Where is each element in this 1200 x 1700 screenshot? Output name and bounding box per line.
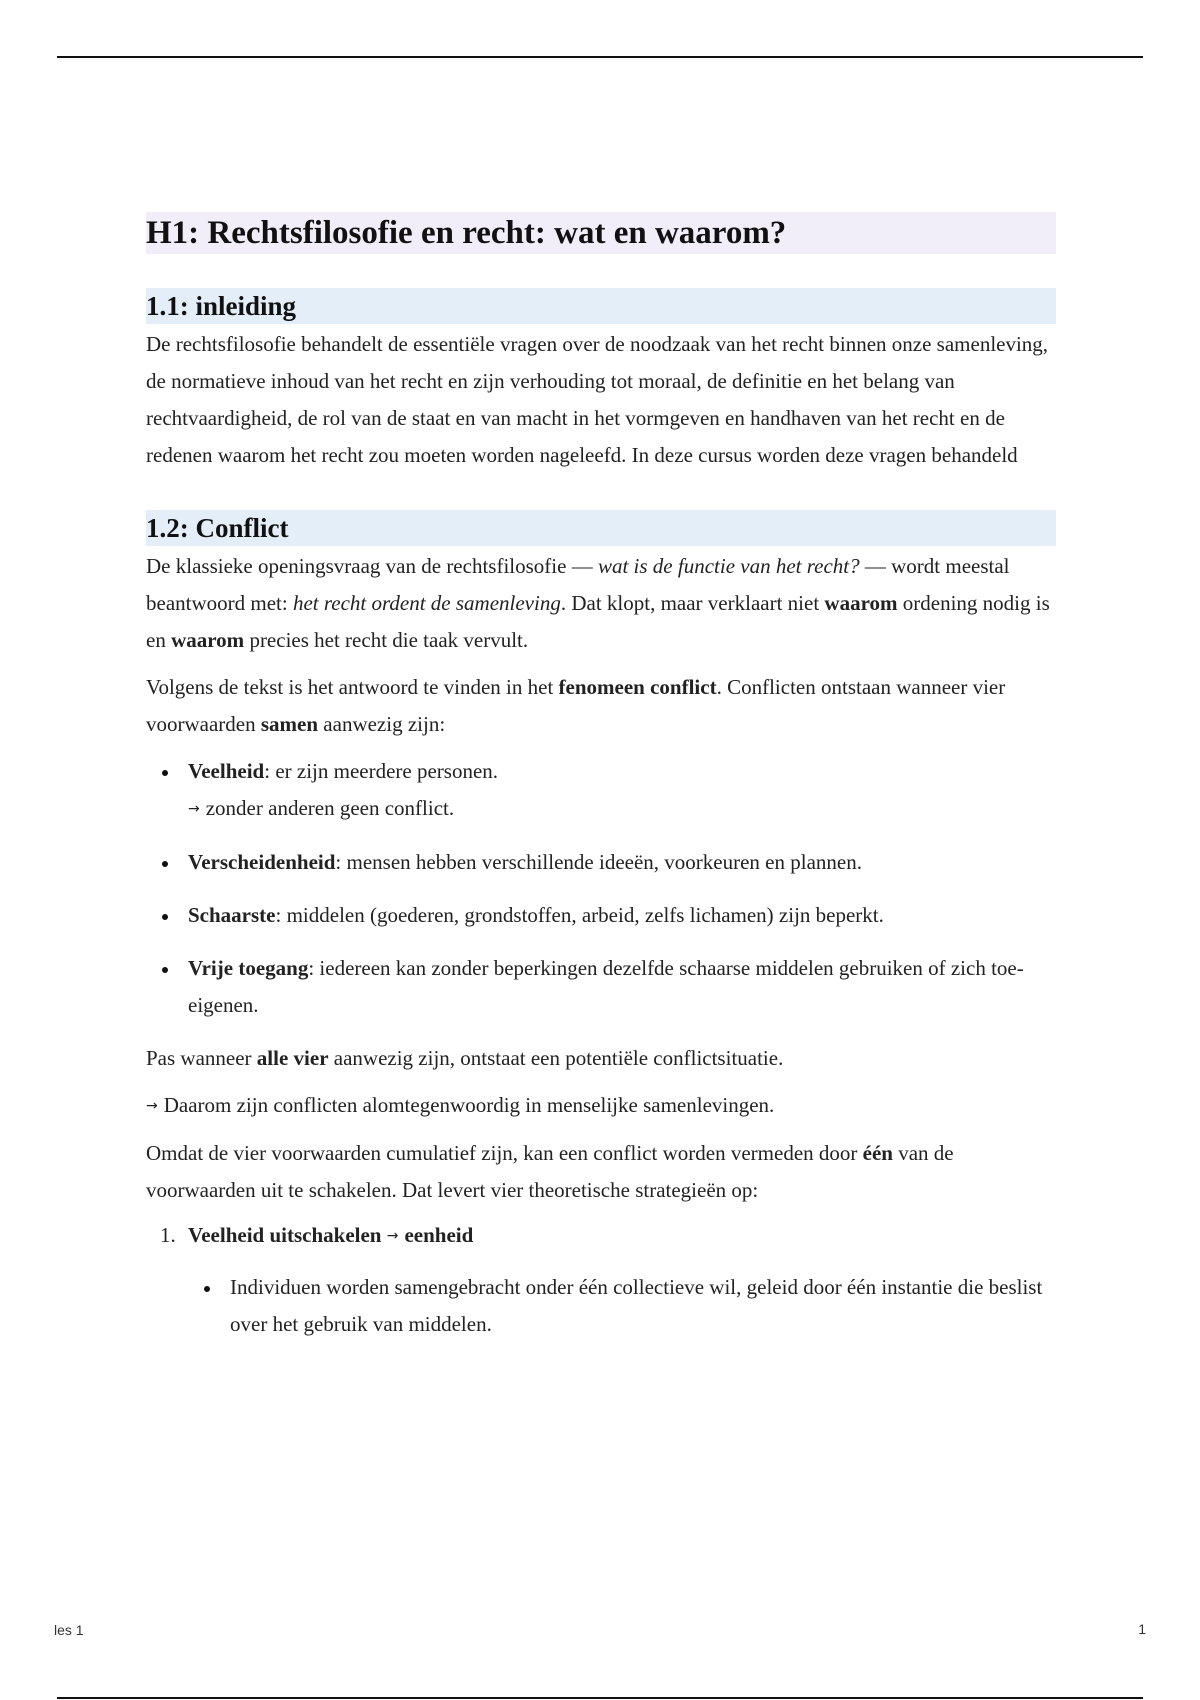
bullet-icon — [162, 861, 168, 867]
arrow-right-icon: → — [146, 1098, 158, 1114]
arrow-right-icon: → — [386, 1228, 399, 1244]
intro-paragraph: De rechtsfilosofie behandelt de essentiële vragen over de noodzaak van het recht binnen onze samenleving, de normatieve inhoud van het recht en zijn verhouding tot moraal, de definitie en het belang van rechtvaardigheid, de rol van de staat en van macht in het vormgeven en handhaven van het recht en de redenen waarom het recht zou moeten worden nageleefd. In deze cursus worden deze vragen behandeld — [146, 332, 1049, 467]
list-item: Individuen worden samengebracht onder één collectieve wil, geleid door één instantie die beslist over het gebruik van middelen. — [188, 1269, 1056, 1343]
page-title: H1: Rechtsfilosofie en recht: wat en waarom? — [146, 212, 1056, 254]
list-item: Verscheidenheid: mensen hebben verschillende ideeën, voorkeuren en plannen. — [146, 844, 1056, 881]
arrow-right-icon: → — [188, 801, 200, 817]
bullet-icon — [162, 914, 168, 920]
footer-label: les 1 — [54, 1622, 84, 1638]
bullet-icon — [162, 770, 168, 776]
header-rule — [57, 56, 1143, 58]
footer-rule — [57, 1697, 1143, 1699]
list-item: Schaarste: middelen (goederen, grondstoffen, arbeid, zelfs lichamen) zijn beperkt. — [146, 897, 1056, 934]
conflict-paragraph-3: Pas wanneer alle vier aanwezig zijn, ontstaat een potentiële conflictsituatie. — [146, 1046, 784, 1070]
page-number: 1 — [1138, 1621, 1146, 1637]
conflict-paragraph-1: De klassieke openingsvraag van de rechtsfilosofie — wat is de functie van het recht? — wordt meestal beantwoord met: het recht ordent de samenleving. Dat klopt, maar verklaart niet waarom ordening nodig is en waarom precies het recht die taak vervult. — [146, 554, 1050, 652]
list-item: Veelheid: er zijn meerdere personen. → zonder anderen geen conflict. — [146, 753, 1056, 828]
list-item: 1. Veelheid uitschakelen → eenheid Individuen worden samengebracht onder één collectieve wil, geleid door één instantie die beslist over het gebruik van middelen. — [146, 1217, 1056, 1343]
conflict-paragraph-5: Omdat de vier voorwaarden cumulatief zijn, kan een conflict worden vermeden door één van de voorwaarden uit te schakelen. Dat levert vier theoretische strategieën op: — [146, 1141, 954, 1202]
conflict-paragraph-4: → Daarom zijn conflicten alomtegenwoordig in menselijke samenlevingen. — [146, 1093, 775, 1117]
bullet-icon — [204, 1286, 210, 1292]
section-heading-inleiding: 1.1: inleiding — [146, 288, 1056, 324]
strategy-points — [188, 1269, 1056, 1343]
section-heading-conflict: 1.2: Conflict — [146, 510, 1056, 546]
document-body — [146, 212, 1056, 1343]
arrow-note: → zonder anderen geen conflict. — [188, 796, 455, 820]
strategies-list — [146, 1217, 1056, 1343]
list-item: Vrije toegang: iedereen kan zonder beperkingen dezelfde schaarse middelen gebruiken of zich toe-eigenen. — [146, 950, 1056, 1024]
bullet-icon — [162, 967, 168, 973]
conditions-list — [146, 753, 1056, 1024]
conflict-paragraph-2: Volgens de tekst is het antwoord te vinden in het fenomeen conflict. Conflicten ontstaan wanneer vier voorwaarden samen aanwezig zijn: — [146, 675, 1006, 736]
